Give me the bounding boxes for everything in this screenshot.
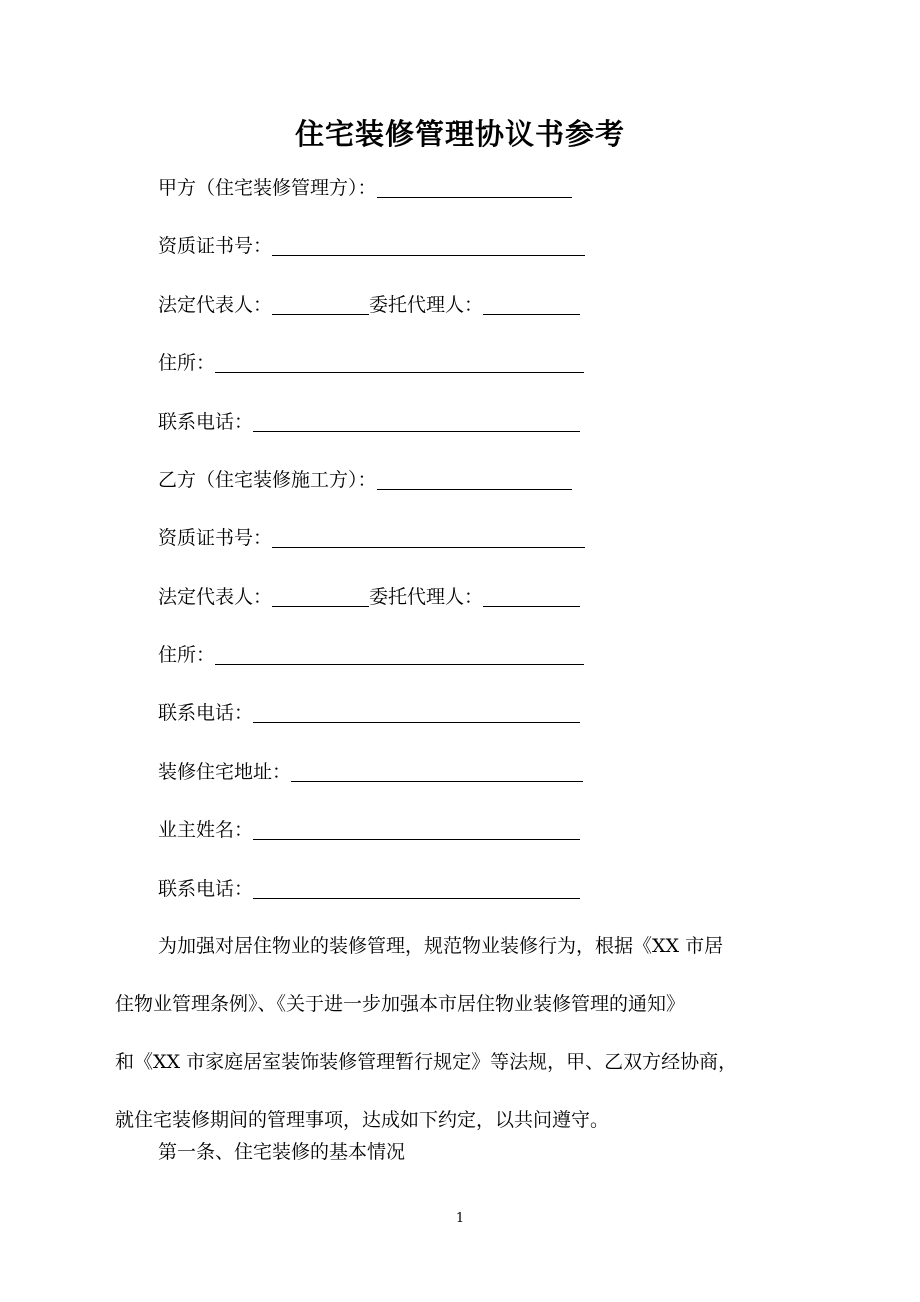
party-a-cert-field [158, 234, 585, 258]
party-b-agent-blank[interactable] [483, 586, 580, 607]
party-a-phone-label: 联系电话： [158, 411, 254, 433]
party-b-rep-field [158, 585, 580, 609]
party-a-address-label: 住所： [158, 352, 216, 374]
intro-line: 为加强对居住物业的装修管理，规范物业装修行为，根据《XX 市居 [158, 935, 724, 957]
party-b-cert-label: 资质证书号： [158, 527, 273, 549]
party-b-phone-blank[interactable] [253, 702, 580, 723]
party-b-cert-blank[interactable] [272, 527, 585, 548]
party-a-address-field [158, 351, 584, 375]
owner-phone-field [158, 877, 580, 901]
party-b-address-blank[interactable] [215, 644, 584, 665]
house-address-blank[interactable] [291, 761, 583, 782]
party-a-name-label: 甲方（住宅装修管理方）： [158, 177, 377, 199]
owner-name-blank[interactable] [253, 819, 580, 840]
house-address-field [158, 760, 583, 784]
owner-name-label: 业主姓名： [158, 819, 254, 841]
party-b-address-field [158, 643, 584, 667]
party-b-name-field [158, 468, 572, 492]
party-a-agent-blank[interactable] [483, 294, 580, 315]
party-b-rep-blank[interactable] [272, 586, 369, 607]
party-a-cert-blank[interactable] [272, 235, 585, 256]
house-address-label: 装修住宅地址： [158, 761, 292, 783]
party-b-phone-field [158, 701, 580, 725]
party-a-rep-label: 法定代表人： [158, 294, 273, 316]
party-a-phone-field [158, 410, 580, 434]
party-b-name-blank[interactable] [377, 469, 572, 490]
intro-line: 住物业管理条例》、《关于进一步加强本市居住物业装修管理的通知》 [115, 993, 686, 1015]
party-a-address-blank[interactable] [215, 352, 584, 373]
party-a-phone-blank[interactable] [253, 411, 580, 432]
party-a-name-blank[interactable] [377, 177, 572, 198]
intro-line: 和《XX 市家庭居室装饰装修管理暂行规定》等法规，甲、乙双方经协商， [115, 1051, 738, 1073]
section-heading: 第一条、住宅装修的基本情况 [158, 1141, 406, 1163]
owner-phone-blank[interactable] [253, 878, 580, 899]
intro-line: 就住宅装修期间的管理事项，达成如下约定，以共问遵守。 [115, 1109, 610, 1131]
party-a-cert-label: 资质证书号： [158, 235, 273, 257]
party-b-phone-label: 联系电话： [158, 702, 254, 724]
page-number: 1 [455, 1211, 465, 1226]
owner-phone-label: 联系电话： [158, 878, 254, 900]
party-b-cert-field [158, 526, 585, 550]
party-a-rep-blank[interactable] [272, 294, 369, 315]
party-b-agent-label: 委托代理人： [369, 586, 484, 608]
party-a-name-field [158, 176, 572, 200]
party-b-name-label: 乙方（住宅装修施工方）： [158, 469, 377, 491]
party-a-agent-label: 委托代理人： [369, 294, 484, 316]
party-b-address-label: 住所： [158, 644, 216, 666]
document-title: 住宅装修管理协议书参考 [294, 117, 625, 151]
party-b-rep-label: 法定代表人： [158, 586, 273, 608]
owner-name-field [158, 818, 580, 842]
party-a-rep-field [158, 293, 580, 317]
